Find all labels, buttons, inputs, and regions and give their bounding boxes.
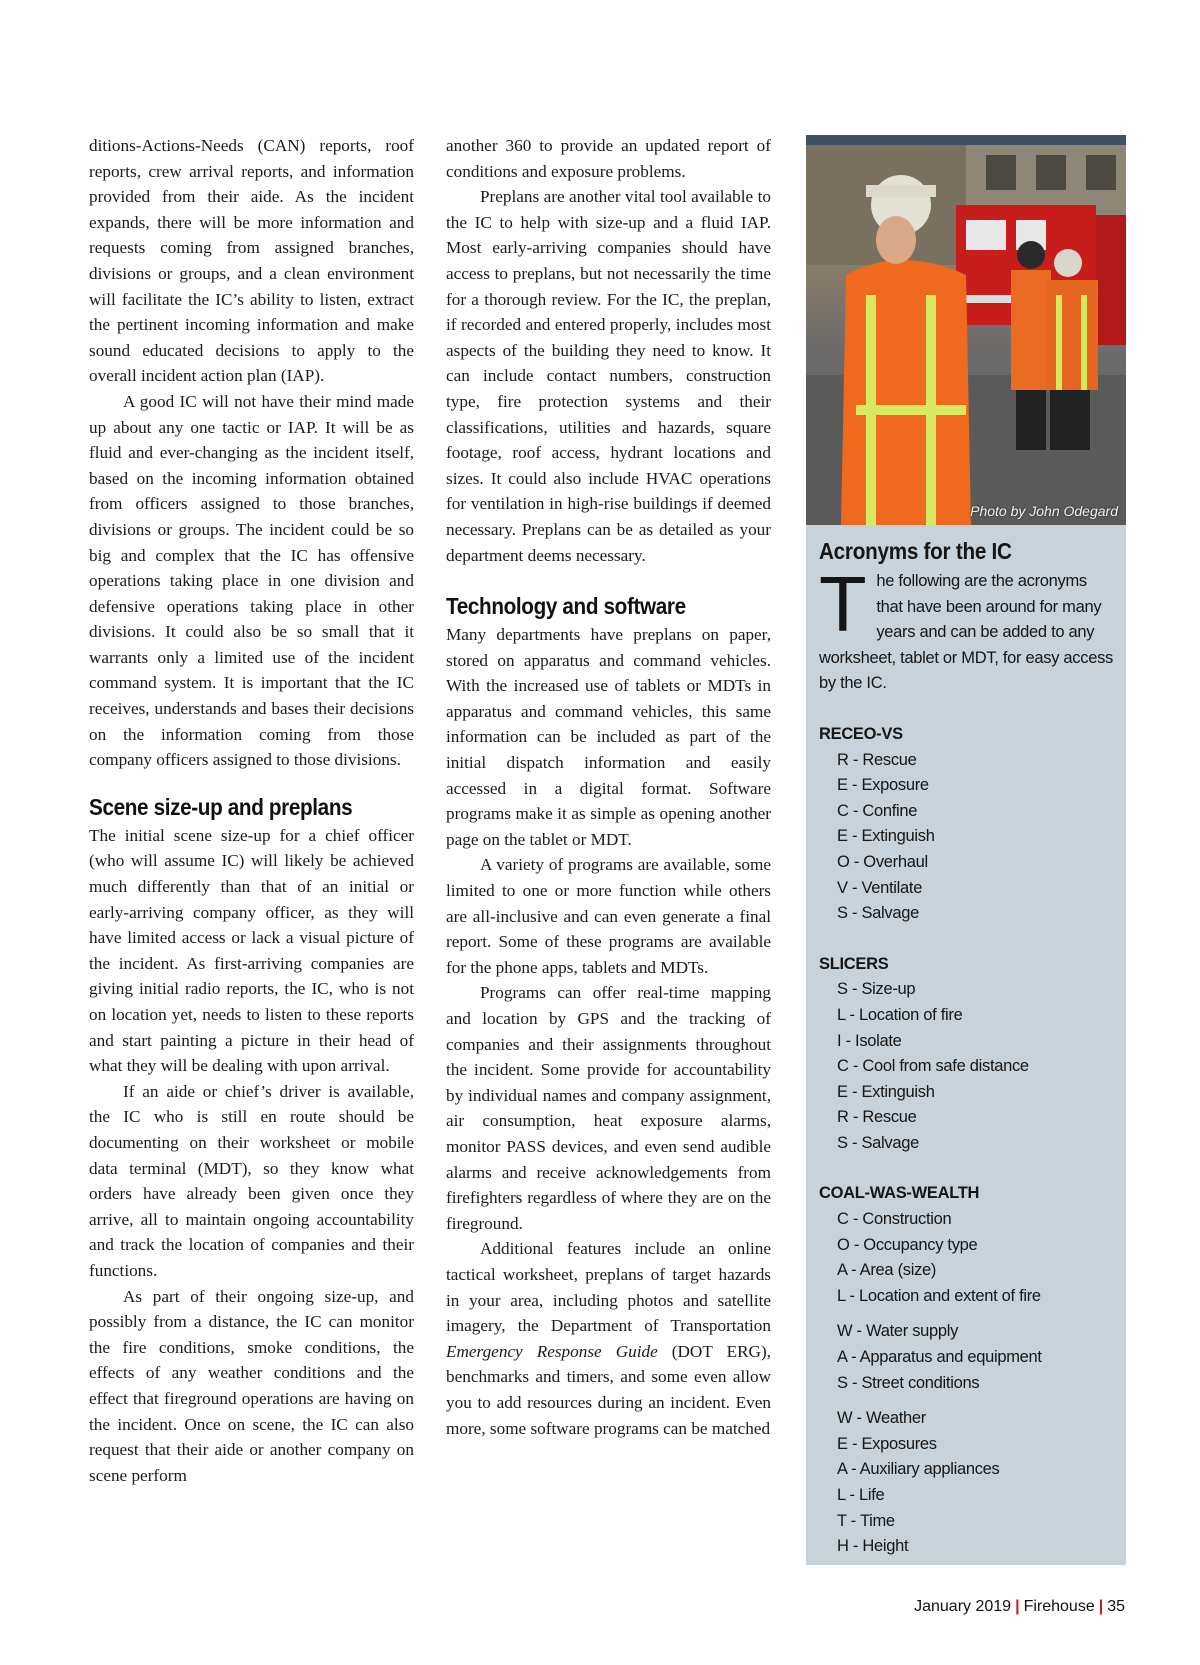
body-paragraph: Programs can offer real-time mapping and location by GPS and the tracking of companies and their assignments throughout the incident. Some provide for accountability by individual names and company assignment, air consumption, heat exposure alarms, monitor PASS devices, and even send audible alarms and receive acknowledgements from firefighters regardless of where they are on the fireground. — [446, 983, 771, 1233]
magazine-name: Firehouse — [1023, 1598, 1095, 1615]
body-paragraph: A variety of programs are available, some limited to one or more function while others are all-inclusive and can even generate a final report. Some of these programs are available for the phone apps, tablets and MDTs. — [446, 855, 771, 977]
acronym-item: W - Water supply — [837, 1322, 959, 1341]
acronym-item: A - Apparatus and equipment — [837, 1348, 1042, 1367]
article-column-2 — [446, 133, 771, 1441]
body-text: (DOT ERG), benchmarks and timers, and some even allow you to add resources during an incident. Even more, some software programs can be matched — [446, 1341, 771, 1438]
acronyms-content — [819, 537, 1115, 1560]
body-paragraph: If an aide or chief’s driver is available, the IC who is still en route should be documenting on their worksheet or mobile data terminal (MDT), so they know what orders have already been given once they arrive, all to maintain ongoing accountability and track the location of companies and their functions. — [89, 1081, 414, 1280]
acronym-item: V - Ventilate — [837, 878, 923, 897]
acronym-item: E - Exposures — [837, 1434, 937, 1453]
acronym-item: O - Occupancy type — [837, 1235, 978, 1254]
firefighters-illustration — [806, 145, 1126, 525]
article-column-1 — [89, 133, 414, 1488]
acronym-item: R - Rescue — [837, 1108, 917, 1127]
section-heading-size-up: Scene size-up and preplans — [89, 793, 353, 820]
acronym-item: O - Overhaul — [837, 852, 928, 871]
body-paragraph: Preplans are another vital tool available to the IC to help with size-up and a fluid IAP. Most early-arriving companies should have access to preplans, but not necessarily the time for a thorough review. For the IC, the preplan, if recorded and entered properly, includes most aspects of the building they need to know. It can include contact numbers, construction type, fire protection systems and their classifications, utilities and hazards, square footage, roof access, hydrant locations and sizes. It could also include HVAC operations for ventilation in high-rise buildings if deemed necessary. Preplans can be as detailed as your department deems necessary. — [446, 187, 771, 565]
acronym-heading: RECEO-VS — [819, 724, 903, 743]
acronym-list — [819, 1207, 1115, 1560]
acronym-group-coal-was-wealth — [819, 1181, 1115, 1559]
acronym-item: I - Isolate — [837, 1031, 902, 1050]
acronym-list — [819, 977, 1115, 1156]
acronym-item: R - Rescue — [837, 750, 917, 769]
acronym-item: L - Location and extent of fire — [837, 1286, 1041, 1305]
acronym-group-slicers — [819, 952, 1115, 1157]
body-paragraph: The initial scene size-up for a chief officer (who will assume IC) will likely be achieved much differently than that of an initial or early-arriving company officer, as they will have limited access or lack a visual picture of the incident. As first-arriving companies are giving initial radio reports, the IC, who is not on location yet, needs to listen to these reports and start painting a picture in their head of what they will be dealing with upon arrival. — [89, 825, 414, 1076]
acronym-item: T - Time — [837, 1511, 895, 1530]
body-paragraph: Many departments have preplans on paper, stored on apparatus and command vehicles. With the increased use of tablets or MDTs in apparatus and command vehicles, this same information can be included as part of the initial dispatch information and easily accessed in a digital format. Software programs make it as simple as opening another page on the tablet or MDT. — [446, 625, 771, 849]
intro-text: he following are the acronyms that have been around for many years and can be added to any worksheet, tablet or MDT, for easy access by the IC. — [819, 572, 1113, 693]
acronym-group-receo-vs — [819, 722, 1115, 927]
acronym-item: A - Auxiliary appliances — [837, 1460, 1000, 1479]
acronym-item: S - Size-up — [837, 980, 916, 999]
acronym-item: L - Location of fire — [837, 1005, 963, 1024]
firefighters-photo — [806, 145, 1126, 525]
acronym-heading: SLICERS — [819, 954, 889, 973]
page-footer — [914, 1598, 1125, 1616]
acronym-item: W - Weather — [837, 1409, 926, 1428]
acronym-item: E - Extinguish — [837, 827, 935, 846]
section-heading-technology: Technology and software — [446, 593, 686, 620]
acronym-item: E - Exposure — [837, 776, 929, 795]
separator: | — [1098, 1598, 1104, 1615]
acronym-list — [819, 748, 1115, 927]
sidebar-title: Acronyms for the IC — [819, 538, 1012, 564]
body-paragraph: ditions-Actions-Needs (CAN) reports, roof reports, crew arrival reports, and information provided from their aide. As the incident expands, there will be more information and requests coming from assigned branches, divisions or groups, and a clean environment will facilitate the IC’s ability to listen, extract the pertinent incoming information and make sound educated decisions to apply to the overall incident action plan (IAP). — [89, 136, 414, 386]
acronym-item: C - Confine — [837, 801, 918, 820]
publication-title: Emergency Response Guide — [446, 1341, 658, 1361]
page-number: 35 — [1107, 1598, 1125, 1615]
acronym-item: S - Salvage — [837, 1133, 919, 1152]
body-paragraph: another 360 to provide an updated report of conditions and exposure problems. — [446, 136, 771, 181]
acronym-item: E - Extinguish — [837, 1082, 935, 1101]
separator: | — [1015, 1598, 1020, 1615]
body-paragraph: A good IC will not have their mind made up about any one tactic or IAP. It will be as fluid and ever-changing as the incident itself, based on the incoming information obtained from officers assigned to those branches, divisions or groups. The incident could be so big and complex that the IC has offensive operations taking place in one division and defensive operations taking place in other divisions. It could also be so small that it warrants only a limited use of the incident command system. It is important that the IC receives, understands and bases their decisions on the information coming from those company officers assigned to those divisions. — [89, 391, 414, 770]
acronyms-sidebar — [806, 135, 1126, 1565]
acronym-heading: COAL-WAS-WEALTH — [819, 1184, 980, 1203]
sidebar-intro — [819, 560, 1115, 697]
acronym-item: S - Salvage — [837, 904, 919, 923]
body-paragraph: As part of their ongoing size-up, and possibly from a distance, the IC can monitor the fire conditions, smoke conditions, the effects of any weather conditions and the effect that fireground operations are having on the incident. Once on scene, the IC can also request that their aide or another company on scene perform — [89, 1286, 414, 1485]
acronym-item: H - Height — [837, 1537, 909, 1556]
acronym-item: C - Cool from safe distance — [837, 1057, 1029, 1076]
drop-cap: T — [819, 560, 867, 648]
photo-credit: Photo by John Odegard — [970, 503, 1118, 519]
body-text: Additional features include an online tactical worksheet, preplans of target hazards in your area, including photos and satellite imagery, the Department of Transportation — [446, 1239, 771, 1336]
acronym-item: C - Construction — [837, 1210, 952, 1229]
sidebar-top-bar — [806, 135, 1126, 145]
acronym-item: L - Life — [837, 1486, 885, 1504]
acronym-item: A - Area (size) — [837, 1261, 937, 1280]
acronym-item: S - Street conditions — [837, 1373, 980, 1392]
issue-date: January 2019 — [914, 1598, 1012, 1615]
body-paragraph — [446, 1236, 771, 1441]
